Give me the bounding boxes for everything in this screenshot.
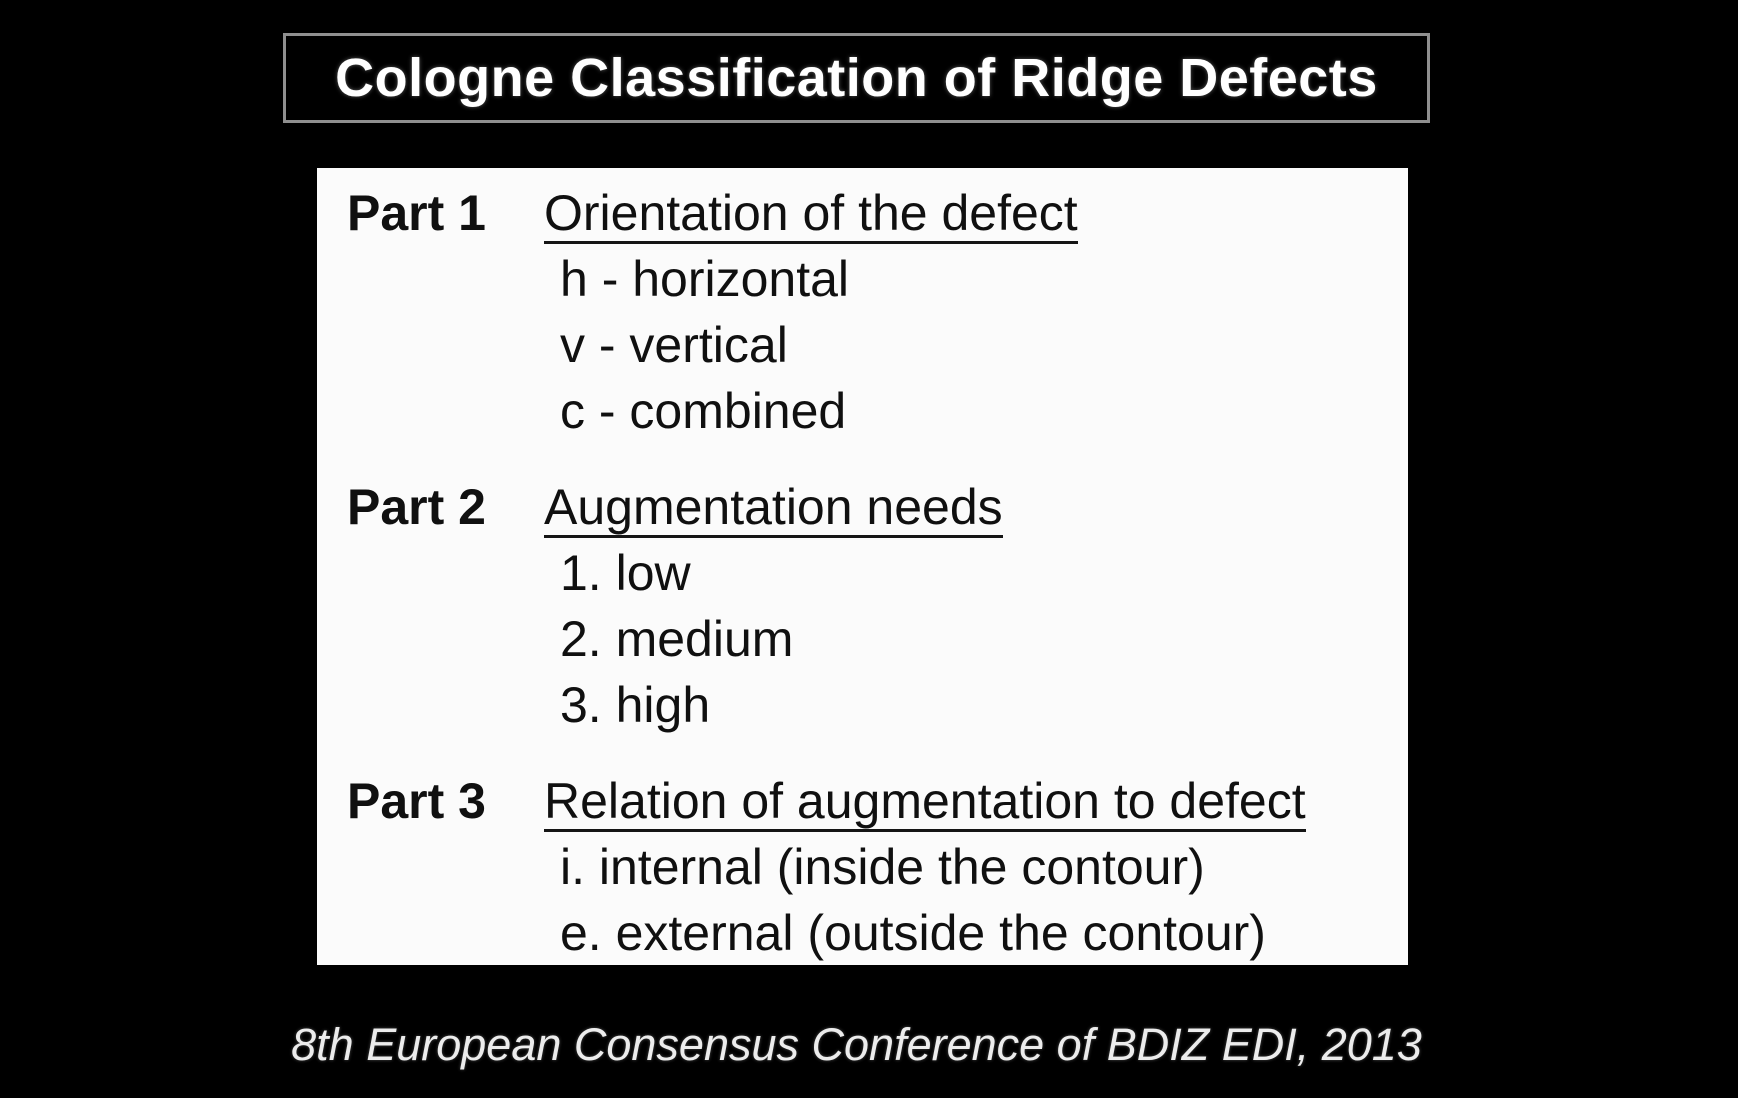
title-box xyxy=(283,33,1430,123)
list-item: c - combined xyxy=(560,383,847,439)
part-2-heading: Augmentation needs xyxy=(544,474,1398,540)
list-item: v - vertical xyxy=(560,317,788,373)
page-title: Cologne Classification of Ridge Defects xyxy=(335,48,1378,108)
part-2-label: Part 2 xyxy=(347,479,486,535)
list-item: 2. medium xyxy=(560,611,794,667)
part-2-items xyxy=(544,540,1398,738)
part-1-label: Part 1 xyxy=(347,185,486,241)
section-part-3 xyxy=(347,768,1398,966)
list-item: 3. high xyxy=(560,677,711,733)
list-item: e. external (outside the contour) xyxy=(560,905,1266,961)
part-3-heading: Relation of augmentation to defect xyxy=(544,768,1398,834)
list-item: h - horizontal xyxy=(560,251,850,307)
classification-panel xyxy=(317,168,1408,965)
part-3-label: Part 3 xyxy=(347,773,486,829)
part-1-heading: Orientation of the defect xyxy=(544,180,1398,246)
list-item: i. internal (inside the contour) xyxy=(560,839,1205,895)
citation-footer: 8th European Consensus Conference of BDIZ EDI, 2013 xyxy=(291,1019,1422,1070)
part-3-items xyxy=(544,834,1398,966)
part-1-items xyxy=(544,246,1398,444)
list-item: 1. low xyxy=(560,545,691,601)
section-part-2 xyxy=(347,474,1398,738)
section-part-1 xyxy=(347,180,1398,444)
